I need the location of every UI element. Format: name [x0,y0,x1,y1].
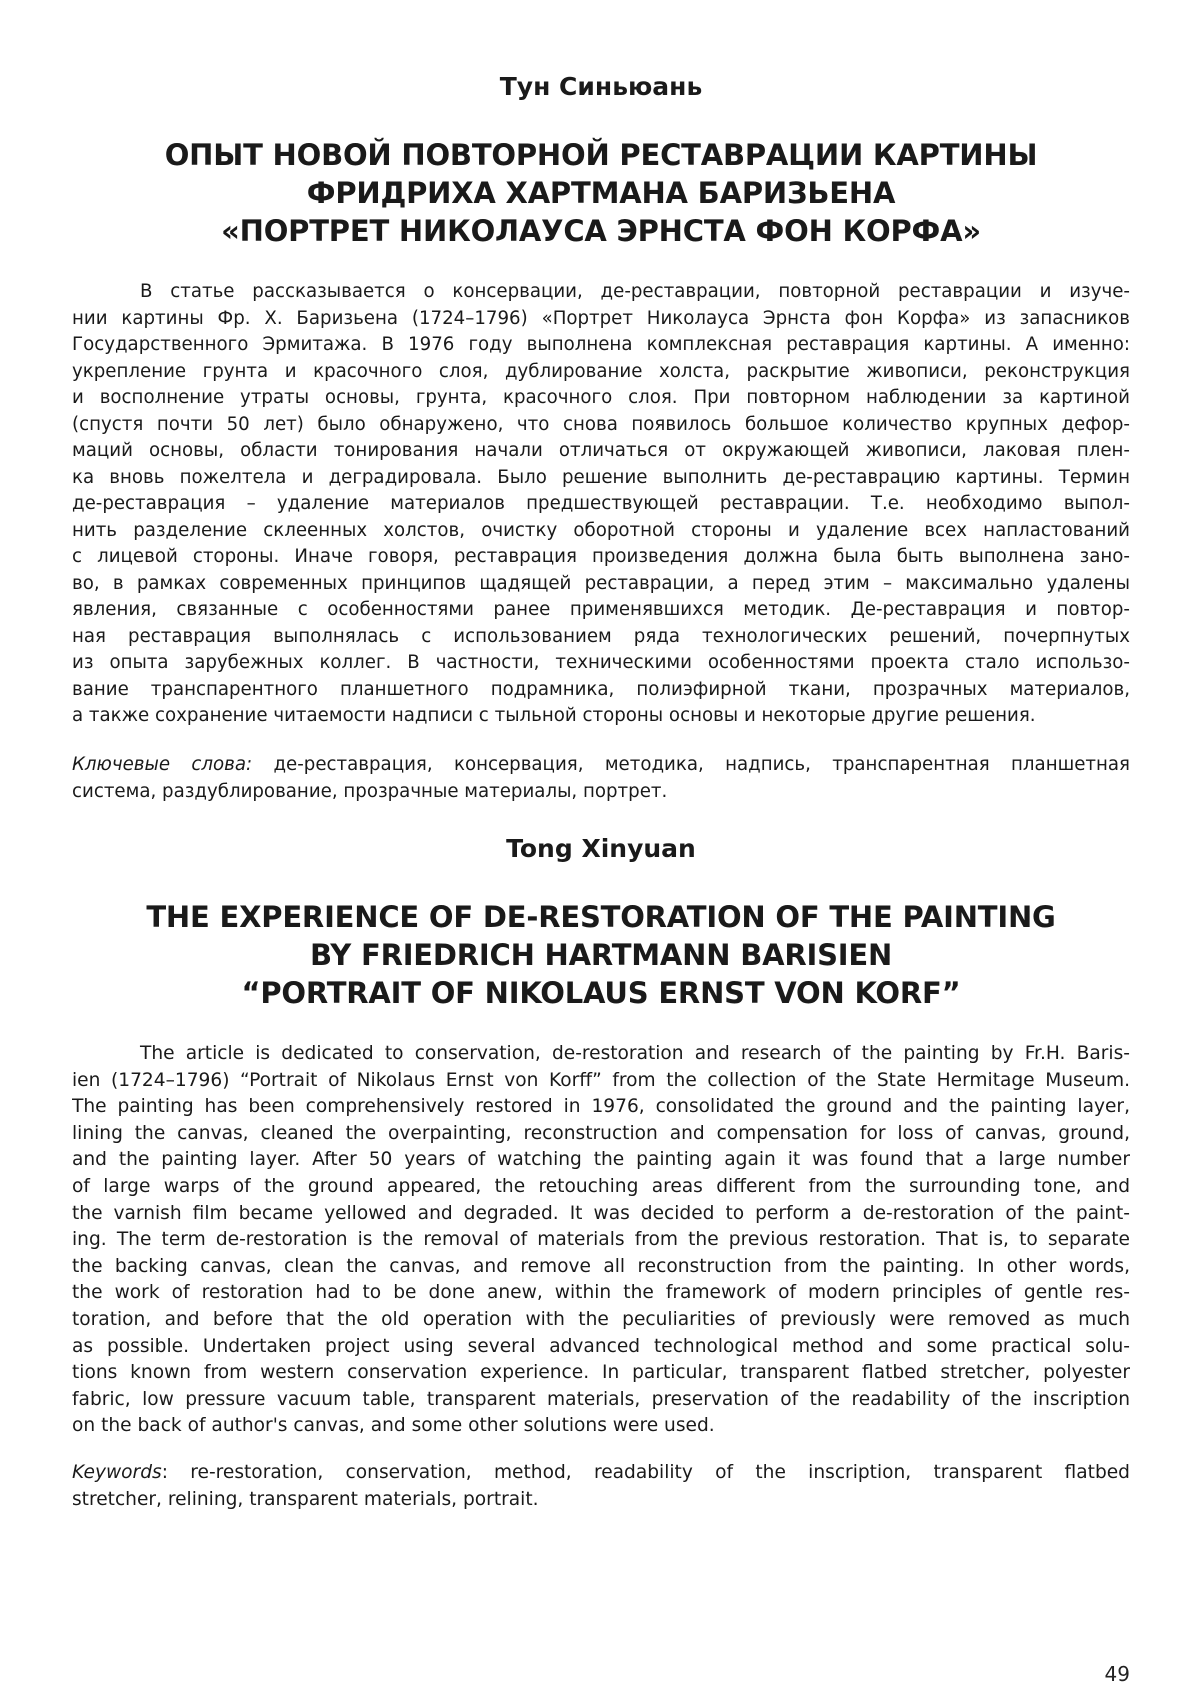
keywords-en [72,1460,1130,1513]
abstract-en [72,1041,1130,1440]
abstract-line: and the painting layer. After 50 years of watching the painting again it was found that a large number [72,1149,1130,1171]
abstract-line: on the back of author's canvas, and some other solutions were used. [72,1415,715,1437]
abstract-line: tions known from western conservation experience. In particular, transparent flatbed stretcher, polyester [72,1362,1130,1384]
keywords-line [72,752,1130,779]
abstract-line: с лицевой стороны. Иначе говоря, реставрация произведения должна была быть выполнена зано- [72,546,1130,567]
abstract-line: The painting has been comprehensively restored in 1976, consolidated the ground and the painting layer, [72,1096,1130,1118]
title-line: ОПЫТ НОВОЙ ПОВТОРНОЙ РЕСТАВРАЦИИ КАРТИНЫ [164,138,1038,172]
abstract-line: укрепление грунта и красочного слоя, дублирование холста, раскрытие живописи, реконструкция [72,360,1130,382]
article-title-en [72,898,1130,1012]
abstract-line: as possible. Undertaken project using several advanced technological method and some practical solu- [72,1335,1130,1357]
abstract-line: of large warps of the ground appeared, the retouching areas different from the surrounding tone, and [72,1175,1130,1197]
keywords-line: система, раздублирование, прозрачные материалы, портрет. [72,780,668,802]
abstract-line: the work of restoration had to be done anew, within the framework of modern principles of gentle res- [72,1282,1130,1304]
title-line: BY FRIEDRICH HARTMANN BARISIEN [309,938,893,972]
abstract-line: маций основы, области тонирования начали отличаться от окружающей живописи, лаковая плен- [72,440,1130,461]
abstract-line: из опыта зарубежных коллег. В частности, техническими особенностями проекта стало использо- [72,652,1130,673]
abstract-line: The article is dedicated to conservation, de-restoration and research of the painting by Fr.H. Baris- [140,1043,1130,1064]
abstract-line: (спустя почти 50 лет) было обнаружено, что снова появилось большое количество крупных дефор- [72,413,1130,435]
abstract-line: lining the canvas, cleaned the overpainting, reconstruction and compensation for loss of canvas, ground, [72,1122,1130,1144]
abstract-line: fabric, low pressure vacuum table, transparent materials, preservation of the readability of the inscription [72,1388,1130,1410]
title-line: “PORTRAIT OF NIKOLAUS ERNST VON KORF” [241,976,961,1010]
abstract-line: а также сохранение читаемости надписи с тыльной стороны основы и некоторые другие решения. [72,705,1036,726]
abstract-line: the varnish film became yellowed and degraded. It was decided to perform a de-restoration of the paint- [72,1202,1130,1224]
abstract-line: ная реставрация выполнялась с использованием ряда технологических решений, почерпнутых [72,625,1130,647]
abstract-line: ка вновь пожелтела и деградировала. Было решение выполнить де-реставрацию картины. Термин [72,466,1130,488]
keywords-label-en: Keywords [72,1462,162,1483]
title-line: THE EXPERIENCE OF DE-RESTORATION OF THE PAINTING [146,900,1056,934]
author-name-ru: Тун Синьюань [499,72,703,101]
abstract-line: явления, связанные с особенностями ранее применявшихся методик. Де-реставрация и повтор- [72,599,1130,620]
article-title-ru [72,136,1130,250]
abstract-line: В статье рассказывается о консервации, де-реставрации, повторной реставрации и изуче- [140,281,1130,302]
abstract-line: де-реставрация – удаление материалов предшествующей реставрации. Т.е. необходимо выпол- [72,493,1130,514]
abstract-line: ien (1724–1796) “Portrait of Nikolaus Ernst von Korff” from the collection of the State Hermitage Museum. [72,1069,1130,1091]
keywords-text: : re-restoration, conservation, method, readability of the inscription, transparent flatbed [161,1462,1130,1483]
keywords-ru [72,752,1130,805]
abstract-line: и восполнение утраты основы, грунта, красочного слоя. При повторном наблюдении за картиной [72,387,1130,408]
keywords-text: де-реставрация, консервация, методика, надпись, транспарентная планшетная [252,754,1130,775]
abstract-line: нии картины Фр. Х. Баризьена (1724–1796) «Портрет Николауса Эрнста фон Корфа» из запасников [72,307,1130,329]
abstract-line: the backing canvas, clean the canvas, and remove all reconstruction from the painting. In other words, [72,1255,1130,1277]
abstract-line: ing. The term de-restoration is the removal of materials from the previous restoration. That is, to separate [72,1229,1130,1251]
author-name-en: Tong Xinyuan [506,834,696,863]
abstract-line: вание транспарентного планшетного подрамника, полиэфирной ткани, прозрачных материалов, [72,678,1130,700]
abstract-line: Государственного Эрмитажа. В 1976 году выполнена комплексная реставрация картины. А именно: [72,334,1130,355]
page-number: 49 [1104,1662,1130,1686]
abstract-line: нить разделение склеенных холстов, очистку оборотной стороны и удаление всех напластований [72,519,1130,541]
abstract-line: во, в рамках современных принципов щадящей реставрации, а перед этим – максимально удалены [72,572,1130,594]
keywords-line: stretcher, relining, transparent materials, portrait. [72,1488,539,1510]
keywords-line [72,1460,1130,1487]
title-line: «ПОРТРЕТ НИКОЛАУСА ЭРНСТА ФОН КОРФА» [221,214,981,248]
abstract-ru [72,279,1130,730]
abstract-line: toration, and before that the old operation with the peculiarities of previously were removed as much [72,1308,1130,1330]
title-line: ФРИДРИХА ХАРТМАНА БАРИЗЬЕНА [306,176,896,210]
keywords-label-ru: Ключевые слова: [72,754,253,775]
article-page [72,0,1130,1697]
